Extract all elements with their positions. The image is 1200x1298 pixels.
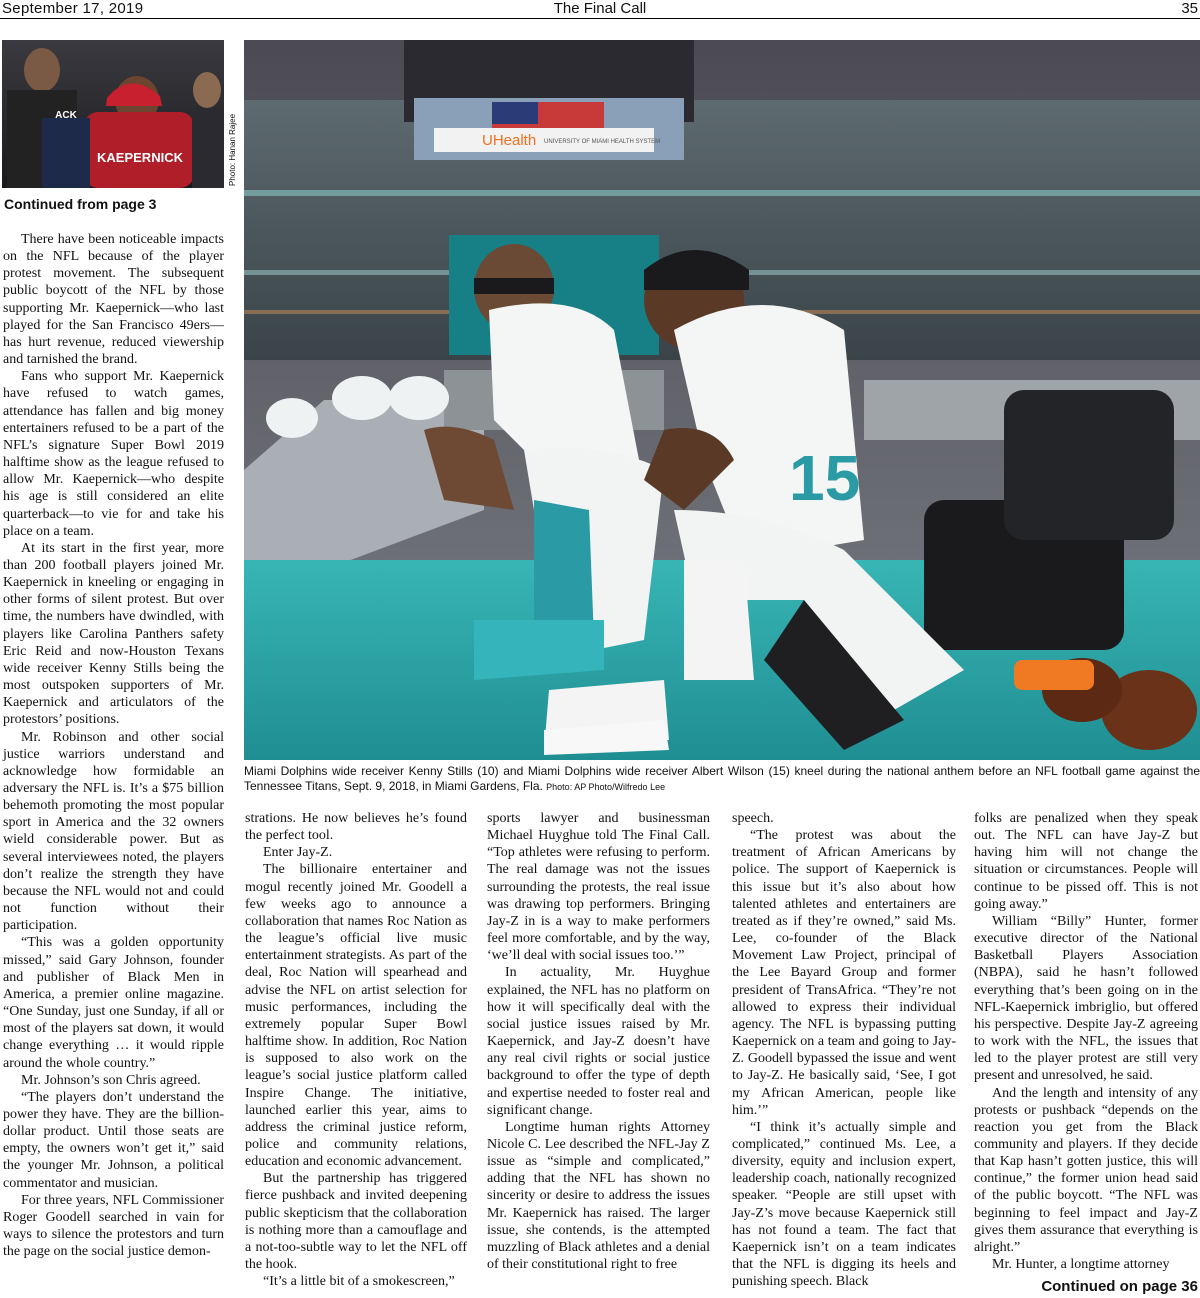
continued-on-label: Continued on page 36 bbox=[1041, 1278, 1198, 1295]
article-column-5 bbox=[974, 810, 1198, 1273]
col4-para-3: “I think it’s actually simple and complicated,” continued Ms. Lee, a diversity, equity and inclusion expert, leadership coach, nationally recognized speaker. “People are still upset with Jay-Z’s move because Kaepernick still has not found a team. The fact that Kaepernick isn’t on a team indicates that the NFL is digging its heels and punishing speech. Black bbox=[732, 1119, 956, 1290]
col1-para-4: Mr. Robinson and other social justice warriors understand and acknowledge how formidable an adversary the NFL is. It’s a $75 billion behemoth promoting the most popular sport in America and the 32 owners wield considerable power. But as several interviewees noted, the players don’t realize the strength they have because the NFL would not and could not function without their participation. bbox=[3, 729, 224, 934]
page-header bbox=[0, 0, 1200, 19]
svg-text:15: 15 bbox=[789, 442, 861, 514]
col3-para-3: Longtime human rights Attorney Nicole C. Lee described the NFL-Jay Z issue as “simple and complicated,” adding that the NFL has shown no sincerity or desire to address the issues Mr. Kaepernick has raised. The larger issue, she contends, is the attempted muzzling of Black athletes and a denial of their constitutional right to free bbox=[487, 1119, 710, 1273]
col5-para-1: folks are penalized when they speak out. The NFL can have Jay-Z but having him will not change the situation or circumstances. People will continue to be pissed off. This is not going away.” bbox=[974, 811, 1198, 912]
page-number: 35 bbox=[1181, 0, 1198, 17]
caption-credit: Photo: AP Photo/Wilfredo Lee bbox=[546, 782, 666, 792]
col2-para-4: But the partnership has triggered fierce pushback and invited deepening public skepticism that the collaboration is nothing more than a camouflage and a not-too-subtle way to let the NFL off the hook. bbox=[245, 1171, 467, 1273]
col1-para-1: There have been noticeable impacts on the NFL because of the player protest movement. The subsequent public boycott of the NFL by those supporting Mr. Kaepernick—who last played for the San Francisco 49ers—has hurt revenue, reduced viewership and tarnished the brand. bbox=[3, 232, 224, 368]
scoreboard-logo: UHealth bbox=[482, 132, 537, 149]
photo-caption bbox=[244, 764, 1200, 795]
col2-para-3: The billionaire entertainer and mogul recently joined Mr. Goodell a few weeks ago to announce a collaboration that names Roc Nation as the league’s official live music entertainment strategists. As part of the deal, Roc Nation will spearhead and advise the NFL on artist selection for music performances, including the extremely popular Super Bowl halftime show. In addition, Roc Nation is supposed to also work on the league’s social justice platform called Inspire Change. The initiative, launched earlier this year, aims to address the criminal justice reform, police and community relations, education and economic advancement. bbox=[245, 862, 467, 1170]
col1-para-6: Mr. Johnson’s son Chris agreed. bbox=[21, 1072, 201, 1088]
article-column-4 bbox=[732, 810, 956, 1290]
col4-para-1: speech. bbox=[732, 811, 774, 826]
article-column-2 bbox=[245, 810, 467, 1290]
col3-para-1: sports lawyer and businessman Michael Huyghue told The Final Call. “Top athletes were refusing to perform. The real damage was not the issues surrounding the protests, the real issue was drawing top performers. Bringing Jay-Z in is a way to make performers feel more comfortable, and by the way, ‘we’ll deal with social issues too.’” bbox=[487, 811, 710, 964]
col5-para-3: And the length and intensity of any protests or pushback “depends on the reaction you get from the Black community and players. If they decide that Kap hasn’t gotten justice, this will continue,” the former union head said of the public boycott. “The NFL was beginning to feel impact and Jay-Z gives them assurance that everything is alright.” bbox=[974, 1085, 1198, 1255]
col5-para-4: Mr. Hunter, a longtime attorney bbox=[992, 1257, 1170, 1273]
jersey-text-2: ACK bbox=[55, 110, 77, 121]
article-column-3 bbox=[487, 810, 710, 1273]
protest-crowd-photo bbox=[2, 40, 224, 188]
jersey-text: KAEPERNICK bbox=[97, 150, 183, 165]
col2-para-2: Enter Jay-Z. bbox=[263, 845, 333, 861]
main-kneeling-photo bbox=[244, 40, 1200, 760]
scoreboard-sub: UNIVERSITY OF MIAMI HEALTH SYSTEM bbox=[544, 139, 661, 145]
col1-para-7: “The players don’t understand the power they have. They are the billion-dollar product. Until those seats are empty, the owners won’t get it,” said the younger Mr. Johnson, a political commentator and musician. bbox=[3, 1089, 224, 1191]
col5-para-2: William “Billy” Hunter, former executive director of the National Basketball Players Association (NBPA), said he hasn’t followed everything that’s been going on in the NFL-Kaepernick imbriglio, but offered his perspective. Despite Jay-Z agreeing to work with the NFL, the issues that led to the player protest are still very present and unresolved, he said. bbox=[974, 913, 1198, 1084]
col2-para-1: strations. He now believes he’s found the perfect tool. bbox=[245, 811, 467, 844]
small-photo-credit: Photo: Hanan Rajee bbox=[228, 113, 237, 186]
continued-from-label: Continued from page 3 bbox=[4, 196, 157, 212]
caption-text: Miami Dolphins wide receiver Kenny Stills (10) and Miami Dolphins wide receiver Albert Wilson (15) kneel during the national anthem before an NFL football game against the Tennessee Titans, Sept. 9, 2018, in Miami Gardens, Fla. bbox=[244, 764, 1200, 793]
col2-para-5: “It’s a little bit of a smokescreen,” bbox=[263, 1274, 455, 1290]
col1-para-8: For three years, NFL Commissioner Roger Goodell searched in vain for ways to silence the protestors and turn the page on the social justice demon- bbox=[3, 1192, 224, 1260]
article-column-1 bbox=[3, 231, 224, 1260]
issue-date: September 17, 2019 bbox=[2, 0, 144, 17]
col3-para-2: In actuality, Mr. Huyghue explained, the NFL has no platform on how it will specifically deal with the social justice issues raised by Mr. Kaepernick, and Jay-Z doesn’t have any real civil rights or social justice background to offer the type of depth and expertise needed to foster real and significant change. bbox=[487, 965, 710, 1118]
col1-para-5: “This was a golden opportunity missed,” said Gary Johnson, founder and publisher of Black Men in America, a premier online magazine. “One Sunday, just one Sunday, if all or most of the players sat down, it would change everything … it would ripple around the whole country.” bbox=[3, 935, 224, 1071]
col4-para-2: “The protest was about the treatment of African Americans by police. The support of Kaepernick is this issue but it’s also about how talented athletes and entertainers are treated as if they’re owned,” said Ms. Lee, co-founder of the Black Movement Law Project, principal of the Lee Bayard Group and former president of TransAfrica. “They’re not allowed to express their individual agency. The NFL is bypassing putting Kaepernick on a team and going to Jay-Z. Goodell bypassed the issue and went to Jay-Z. He basically said, ‘See, I got my African American, people like him.’” bbox=[732, 828, 956, 1118]
col1-para-2: Fans who support Mr. Kaepernick have refused to watch games, attendance has fallen and big money entertainers refused to be a part of the NFL’s signature Super Bowl 2019 halftime show as the league refused to allow Mr. Kaepernick—who despite his age is still considered an elite quarterback—to vie for and take his place on a team. bbox=[3, 369, 224, 539]
col1-para-3: At its start in the first year, more than 200 football players joined Mr. Kaepernick in kneeling or engaging in other forms of silent protest. But over time, the numbers have dwindled, with players like Carolina Panthers safety Eric Reid and now-Houston Texans wide receiver Kenny Stills being the most outspoken supporters of Mr. Kaepernick and articulators of the protestors’ positions. bbox=[3, 540, 224, 728]
newspaper-name: The Final Call bbox=[553, 0, 647, 17]
